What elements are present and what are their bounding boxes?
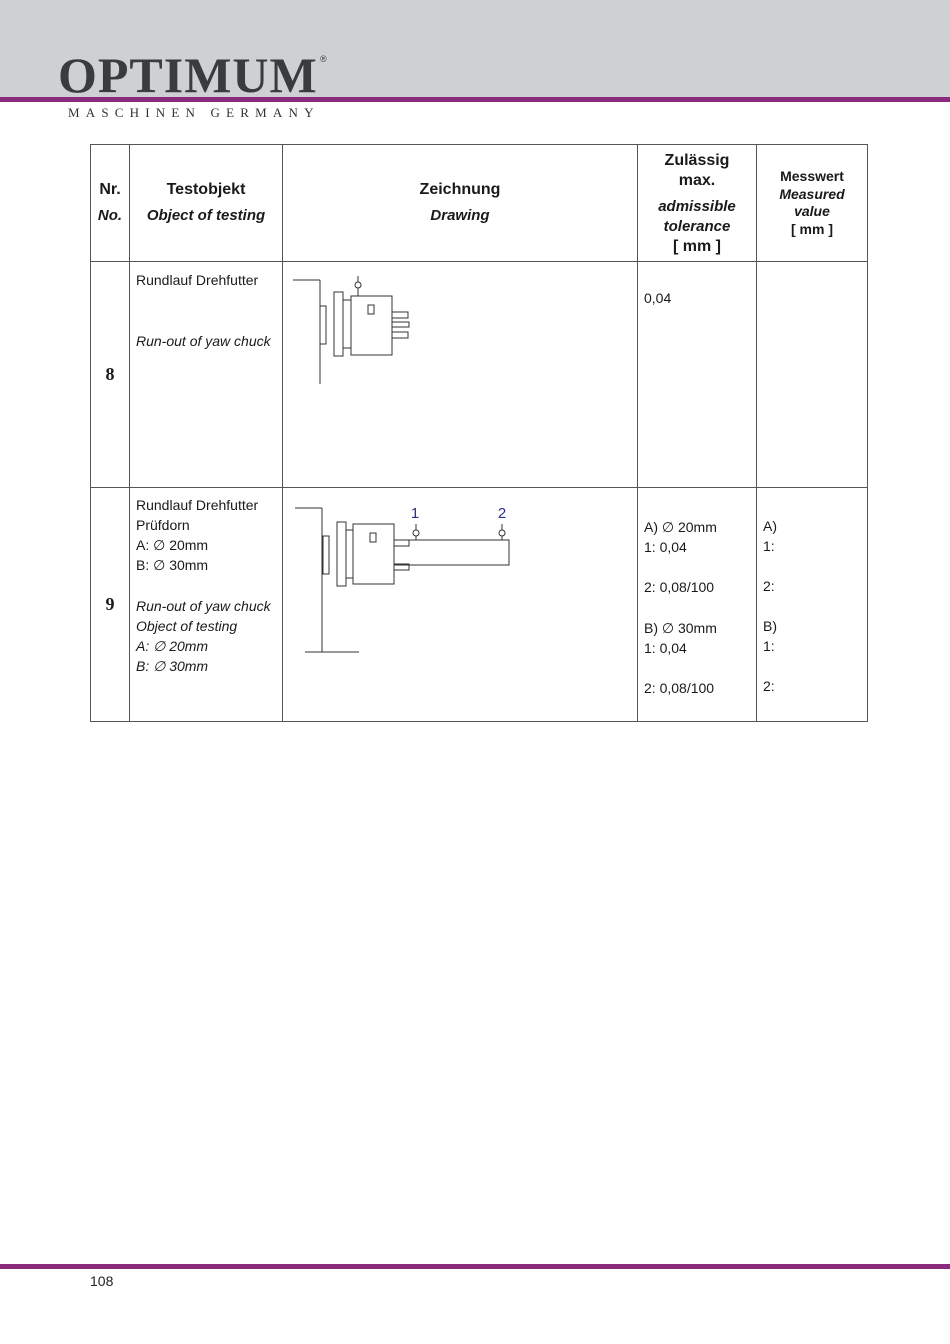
object-de-4: B: ∅ 30mm — [136, 557, 209, 573]
test-table — [90, 144, 868, 722]
object-en: Run-out of yaw chuck — [136, 333, 271, 349]
object-de-2: Prüfdorn — [136, 517, 190, 533]
measured-a2: 2: — [763, 578, 775, 594]
header-tolerance-de-1: Zulässig — [664, 152, 730, 169]
row-drawing — [283, 488, 638, 722]
measured-b1: 1: — [763, 638, 775, 654]
tolerance-b2: 2: 0,08/100 — [644, 680, 715, 696]
row-number: 8 — [91, 262, 130, 488]
row-drawing — [283, 262, 638, 488]
header-tolerance — [638, 145, 757, 262]
tolerance-b1: 1: 0,04 — [644, 640, 687, 656]
row-number: 9 — [91, 488, 130, 722]
chuck-runout-drawing — [283, 262, 637, 488]
table-row — [91, 262, 868, 488]
header-nr — [91, 145, 130, 262]
row-object — [130, 488, 283, 722]
header-tolerance-unit: [ mm ] — [673, 238, 721, 255]
tolerance-a1: 1: 0,04 — [644, 539, 687, 555]
registered-mark: ® — [320, 54, 327, 64]
header-nr-de: Nr. — [99, 181, 121, 198]
header-measured-en-2: value — [794, 203, 830, 219]
object-de: Rundlauf Drehfutter — [136, 272, 259, 288]
header-tolerance-en-1: admissible — [658, 198, 736, 215]
row-object — [130, 262, 283, 488]
row-tolerance: 0,04 — [638, 262, 757, 488]
tolerance-a2: 2: 0,08/100 — [644, 579, 715, 595]
tolerance-b: B) ∅ 30mm — [644, 620, 717, 636]
measured-a1: 1: — [763, 538, 775, 554]
object-de-3: A: ∅ 20mm — [136, 537, 209, 553]
object-en-2: Object of testing — [136, 618, 238, 634]
header-measured-de: Messwert — [780, 168, 844, 184]
header-drawing — [283, 145, 638, 262]
point-1-label: 1 — [410, 505, 420, 522]
measured-b: B) — [763, 618, 777, 634]
table-row — [91, 488, 868, 722]
measured-b2: 2: — [763, 678, 775, 694]
header-nr-en: No. — [97, 207, 123, 224]
header-object-de: Testobjekt — [166, 181, 246, 198]
row-measured[interactable] — [757, 488, 868, 722]
header-tolerance-en-2: tolerance — [663, 218, 731, 235]
tolerance-a: A) ∅ 20mm — [644, 519, 717, 535]
object-en-1: Run-out of yaw chuck — [136, 598, 271, 614]
header-measured-en-1: Measured — [779, 185, 845, 202]
header-row — [91, 145, 868, 262]
header-measured-unit: [ mm ] — [791, 220, 833, 237]
header-measured — [757, 145, 868, 262]
point-2-label: 2 — [497, 505, 507, 522]
page-number: 108 — [90, 1273, 114, 1289]
footer-rule — [0, 1264, 950, 1269]
header-tolerance-de-2: max. — [678, 172, 716, 189]
measured-a: A) — [763, 518, 777, 534]
object-en-3: A: ∅ 20mm — [136, 638, 209, 654]
brand-tagline: MASCHINEN GERMANY — [68, 105, 320, 120]
header-object — [130, 145, 283, 262]
row-measured[interactable] — [757, 262, 868, 488]
brand-logo: OPTIMUM — [58, 47, 318, 103]
chuck-mandrel-runout-drawing — [283, 488, 637, 722]
header-drawing-de: Zeichnung — [419, 181, 501, 198]
row-tolerance — [638, 488, 757, 722]
header-object-en: Object of testing — [146, 207, 266, 224]
header-drawing-en: Drawing — [430, 207, 490, 224]
object-en-4: B: ∅ 30mm — [136, 658, 209, 674]
object-de-1: Rundlauf Drehfutter — [136, 497, 259, 513]
